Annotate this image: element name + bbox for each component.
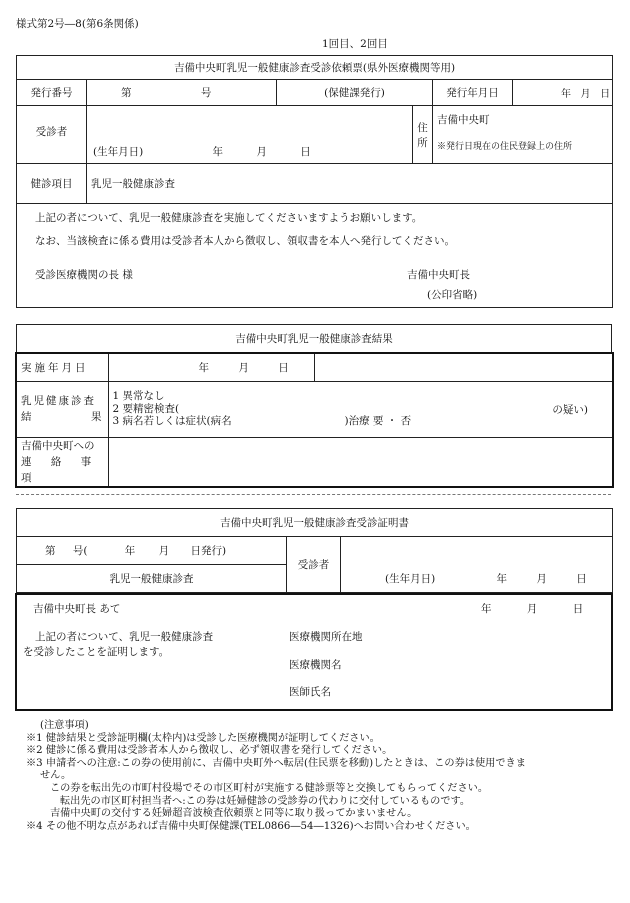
result-table (15, 352, 614, 488)
issue-date-label: 発行年月日 (433, 80, 513, 106)
note-3: ※3 申請者への注意:この券の使用前に、吉備中央町外へ転居(住民票を移動)したときは、この券は使用できま (26, 757, 526, 769)
option-detailed-exam[interactable]: 2 要精密検査( (112, 402, 180, 415)
go-label: 号 (200, 87, 212, 99)
request-addressee: 受診医療機関の長 様 (35, 269, 133, 281)
issue-number-label: 発行番号 (17, 80, 87, 106)
exam-item-label: 健診項目 (17, 164, 87, 204)
request-body-line1: 上記の者について、乳児一般健康診査を実施してくださいますようお願いします。 (35, 212, 423, 224)
exam-date-label: 実施年月日 (16, 353, 108, 381)
birth-day-label: 日 (300, 146, 311, 158)
cert-year: 年 (124, 545, 136, 557)
seal-omitted: (公印省略) (427, 289, 478, 301)
cert-dai: 第 (45, 545, 56, 557)
note-3-officer: 転出先の市区町村担当者へ:この券は妊婦健診の受診券の代わりに交付しているものです。 (60, 795, 471, 807)
contact-label (16, 437, 108, 487)
option-disease[interactable] (113, 415, 609, 428)
note-2: ※2 健診に係る費用は受診者本人から徴収し、必ず領収書を発行してください。 (26, 745, 393, 757)
form-number: 様式第2号―8(第6条関係) (16, 18, 139, 30)
result-label (16, 381, 108, 437)
contact-label-line1: 吉備中央町への (21, 439, 95, 452)
note-1: ※1 健診結果と受診証明欄(太枠内)は受診した医療機関が証明してください。 (26, 732, 380, 744)
note-3-equivalent: 吉備中央町の交付する妊婦超音波検査依頼票と同等に取り扱ってかまいません。 (50, 808, 418, 820)
dai-label: 第 (121, 87, 132, 99)
facility-name-label: 医療機関名 (289, 659, 342, 671)
note-3-cont: せん。 (40, 770, 72, 782)
cut-line (16, 494, 611, 495)
cert-body-line1: 上記の者について、乳児一般健康診査 (35, 631, 214, 643)
cert-birth-month: 月 (536, 573, 547, 585)
cert-date-year: 年 (481, 603, 492, 615)
certificate-title: 吉備中央町乳児一般健康診査受診証明書 (17, 509, 613, 537)
birth-label: (生年月日) (93, 146, 144, 158)
option-no-abnormality[interactable]: 1 異常なし (112, 390, 165, 403)
cert-birth-year: 年 (496, 573, 508, 585)
result-label-line1: 乳児健康診査 (21, 395, 96, 407)
notes-header: (注意事項) (40, 720, 89, 731)
cert-birth-label: (生年月日) (385, 573, 436, 585)
examinee-label: 受診者 (17, 106, 87, 164)
birth-month-label: 月 (256, 146, 267, 158)
notes (26, 720, 526, 833)
exam-month-label: 月 (238, 361, 249, 374)
exam-item-value: 乳児一般健康診査 (87, 164, 613, 204)
cert-birth-day: 日 (576, 573, 587, 585)
cert-date-month: 月 (526, 603, 538, 615)
note-4: ※4 その他不明な点があれば吉備中央町保健課(TEL0866―54―1326)へお問い合わせください。 (26, 820, 476, 832)
request-form (16, 55, 613, 308)
doctor-name-label: 医師氏名 (289, 686, 331, 698)
exam-day-label: 日 (278, 361, 289, 374)
cert-to: 吉備中央町長 あて (33, 603, 121, 615)
certificate-header (16, 508, 613, 593)
treatment-required[interactable]: )治療 要 ・ 否 (344, 415, 412, 428)
exam-date-extra (314, 353, 613, 381)
address-field[interactable] (433, 106, 613, 164)
issuer-label: (保健課発行) (277, 80, 433, 106)
cert-examinee-field[interactable] (341, 537, 613, 593)
contact-field[interactable] (108, 437, 613, 487)
exam-year-label: 年 (198, 361, 209, 374)
cert-examinee-label: 受診者 (287, 537, 341, 593)
cert-exam-name: 乳児一般健康診査 (17, 565, 287, 593)
address-label: 住所 (413, 106, 433, 164)
month-label: 月 (580, 89, 591, 100)
option-disease-label: 3 病名若しくは症状(病名 (112, 415, 232, 428)
address-value: 吉備中央町 (437, 114, 490, 126)
visit-count: 1回目、2回目 (322, 38, 388, 50)
facility-address-label: 医療機関所在地 (289, 631, 363, 643)
contact-label-line2: 連 絡 事 項 (21, 455, 100, 484)
request-body (17, 204, 613, 308)
request-mayor: 吉備中央町長 (407, 269, 470, 281)
certificate-body (15, 593, 613, 711)
cert-date[interactable] (481, 601, 583, 616)
result-title: 吉備中央町乳児一般健康診査結果 (235, 333, 393, 345)
result-options[interactable] (108, 381, 613, 437)
request-body-line2: なお、当該検査に係る費用は受診者本人から徴収し、領収書を本人へ発行してください。 (35, 235, 455, 247)
result-title-box (16, 324, 612, 354)
exam-date-field[interactable] (108, 353, 314, 381)
year-label: 年 (560, 89, 571, 100)
note-3-exchange: この券を転出先の市町村役場でその市区町村が実施する健診票等と交換してもらってください。 (50, 782, 489, 794)
cert-date-day: 日 (572, 603, 584, 615)
day-label: 日 (600, 89, 611, 100)
cert-month: 月 (158, 545, 170, 557)
issue-number-field[interactable] (87, 80, 277, 106)
result-label-line2: 結 果 (21, 411, 102, 423)
cert-go: 号( (72, 545, 88, 557)
cert-day-issued: 日発行) (190, 545, 227, 557)
examinee-field[interactable] (87, 106, 413, 164)
address-note: ※発行日現在の住民登録上の住所 (437, 142, 573, 152)
cert-issue-line[interactable] (17, 537, 287, 565)
cert-body-line2: を受診したことを証明します。 (23, 646, 170, 658)
suspected-suffix: の疑い) (552, 403, 588, 416)
request-title: 吉備中央町乳児一般健康診査受診依頼票(県外医療機関等用) (17, 56, 613, 80)
issue-date-field[interactable] (513, 80, 613, 106)
birth-year-label: 年 (212, 146, 224, 158)
